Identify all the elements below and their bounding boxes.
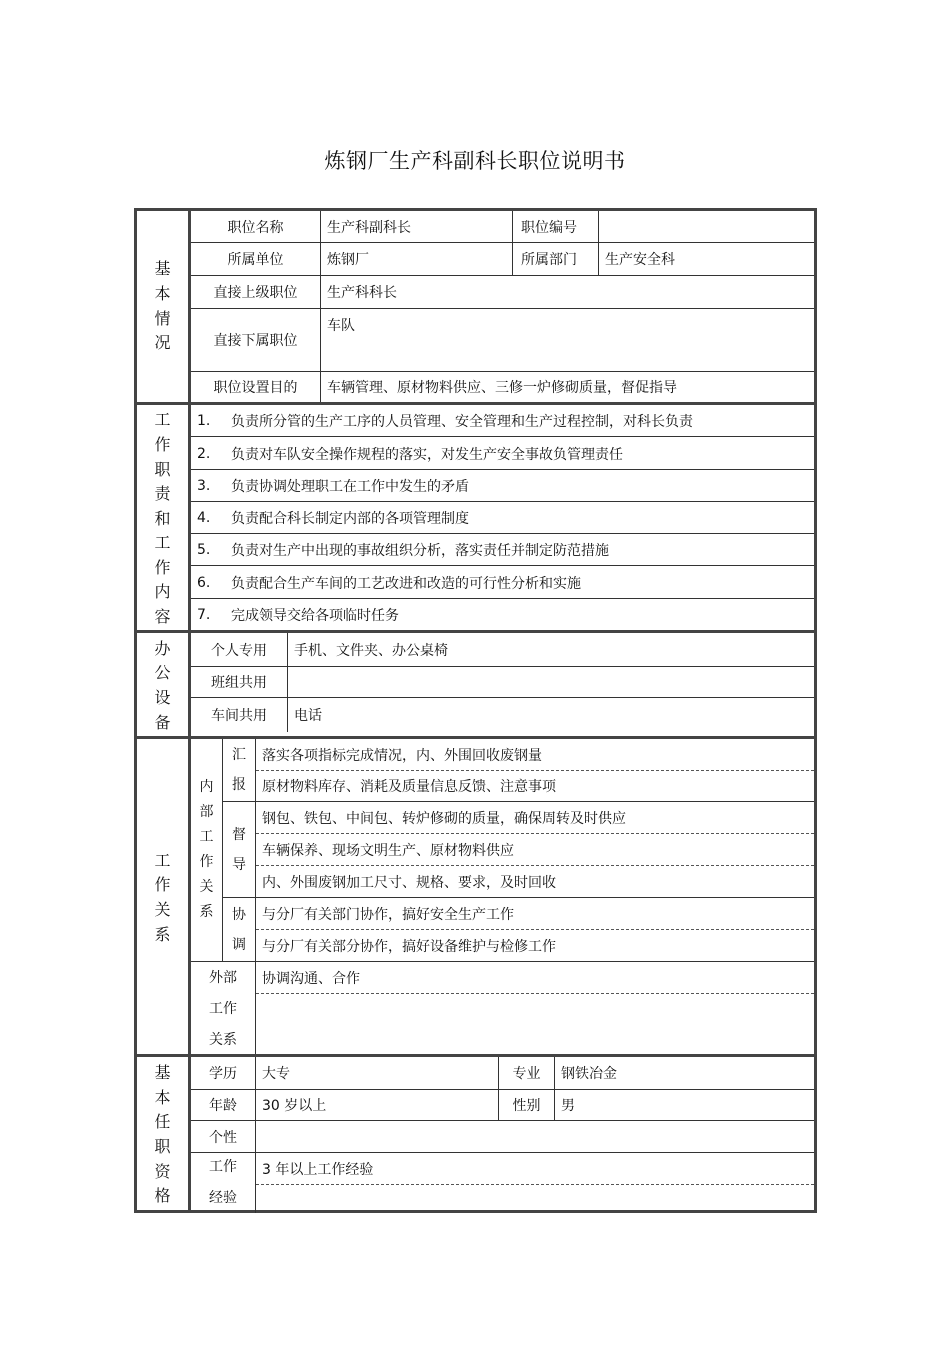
page-title: 炼钢厂生产科副科长职位说明书 <box>324 149 626 173</box>
dept-value: 生产安全科 <box>605 252 675 268</box>
qualifications-label: 基本任职资格 <box>137 1057 191 1213</box>
duty-item: 5. 负责对生产中出现的事故组织分析，落实责任并制定防范措施 <box>191 535 814 566</box>
experience-value: 3 年以上工作经验 <box>262 1161 374 1178</box>
supervise-item: 车辆保养、现场文明生产、原材物料供应 <box>256 834 814 866</box>
personality-value <box>256 1121 814 1152</box>
external-item: 协调沟通、合作 <box>256 962 814 994</box>
personality-label: 个性 <box>191 1121 256 1152</box>
equipment-section <box>137 630 814 739</box>
row-subordinate <box>191 309 814 372</box>
row-purpose <box>191 372 814 402</box>
experience-label: 工作 经验 <box>191 1153 256 1213</box>
row-unit <box>191 243 814 276</box>
position-code-value <box>599 211 814 242</box>
equipment-row: 班组共用 <box>191 667 814 698</box>
duty-item: 7. 完成领导交给各项临时任务 <box>197 607 399 624</box>
duty-item: 2. 负责对车队安全操作规程的落实，对发生产安全事故负管理责任 <box>191 438 814 470</box>
education-value: 大专 <box>256 1057 499 1089</box>
row-superior <box>191 276 814 309</box>
equipment-label: 办公设备 <box>137 633 191 739</box>
report-label: 汇报 <box>223 739 256 802</box>
duty-item: 6. 负责配合生产车间的工艺改进和改造的可行性分析和实施 <box>191 567 814 599</box>
major-label: 专业 <box>499 1057 555 1089</box>
duty-item: 1. 负责所分管的生产工序的人员管理、安全管理和生产过程控制，对科长负责 <box>191 405 814 437</box>
education-label: 学历 <box>191 1057 256 1089</box>
supervise-item: 内、外围废钢加工尺寸、规格、要求，及时回收 <box>256 866 814 898</box>
basic-info-label: 基本情况 <box>137 211 191 402</box>
experience-value-row <box>256 1153 814 1185</box>
experience-extra-row <box>256 1185 814 1213</box>
external-relations-label: 外部 工作 关系 <box>191 962 256 1057</box>
coordinate-label: 协调 <box>223 898 256 962</box>
row-age <box>191 1090 814 1121</box>
gender-label: 性别 <box>499 1090 555 1120</box>
duties-label: 工作职责和工作内容 <box>137 405 191 633</box>
relations-label: 工作关系 <box>137 739 191 1057</box>
basic-info-section <box>137 211 814 402</box>
superior-value: 生产科科长 <box>327 285 397 301</box>
major-value: 钢铁冶金 <box>561 1066 617 1082</box>
unit-label: 所属单位 <box>191 243 321 275</box>
unit-value: 炼钢厂 <box>321 243 513 275</box>
external-item <box>256 994 814 1057</box>
purpose-label: 职位设置目的 <box>191 372 321 402</box>
purpose-value: 车辆管理、原材物料供应、三修一炉修砌质量，督促指导 <box>327 380 677 396</box>
coordinate-item: 与分厂有关部分协作，搞好设备维护与检修工作 <box>256 930 814 962</box>
internal-relations-label: 内部工作关系 <box>191 739 223 962</box>
report-item: 落实各项指标完成情况，内、外围回收废钢量 <box>256 739 814 771</box>
dept-label: 所属部门 <box>513 243 599 275</box>
row-personality <box>191 1121 814 1153</box>
supervise-label: 督导 <box>223 802 256 898</box>
duties-section <box>137 402 814 633</box>
position-code-label: 职位编号 <box>513 211 599 242</box>
relations-section <box>137 736 814 1057</box>
gender-value: 男 <box>561 1098 575 1114</box>
equipment-row: 个人专用 手机、文件夹、办公桌椅 <box>191 633 814 667</box>
position-name-label: 职位名称 <box>191 211 321 242</box>
subordinate-value: 车队 <box>327 318 355 334</box>
coordinate-item: 与分厂有关部门协作，搞好安全生产工作 <box>256 898 814 930</box>
duty-item: 4. 负责配合科长制定内部的各项管理制度 <box>191 503 814 534</box>
qualifications-section <box>137 1054 814 1213</box>
position-name-value: 生产科副科长 <box>321 211 513 242</box>
subordinate-label: 直接下属职位 <box>191 309 321 371</box>
supervise-item: 钢包、铁包、中间包、转炉修砌的质量，确保周转及时供应 <box>256 802 814 834</box>
age-label: 年龄 <box>191 1090 256 1120</box>
job-description-form <box>134 208 817 1213</box>
age-value: 30 岁以上 <box>256 1090 499 1120</box>
superior-label: 直接上级职位 <box>191 276 321 308</box>
duty-item: 3. 负责协调处理职工在工作中发生的矛盾 <box>191 471 814 502</box>
row-education <box>191 1057 814 1090</box>
report-item: 原材物料库存、消耗及质量信息反馈、注意事项 <box>256 771 814 802</box>
row-position-name <box>191 211 814 243</box>
equipment-row: 车间共用 电话 <box>191 698 814 732</box>
